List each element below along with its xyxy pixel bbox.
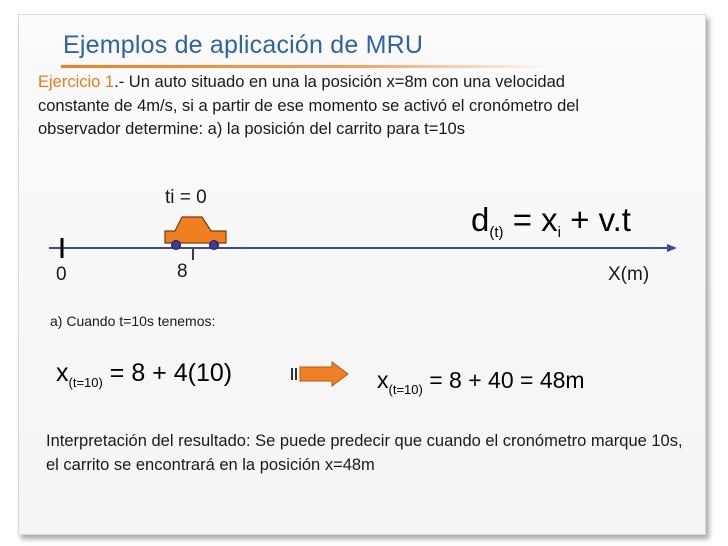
car-icon xyxy=(165,217,226,250)
slide xyxy=(18,14,706,535)
origin-label: 0 xyxy=(56,264,67,285)
exercise-text: .- Un auto situado en una la posición x=8m con una velocidad constante de 4m/s, si a partir de ese momento se activó el cronómetro del observador determine: a) la posición del carrito para t=10s xyxy=(38,73,580,138)
formula-x-sub: i xyxy=(557,224,561,241)
calc1-x: x xyxy=(56,359,69,387)
formula-d: d xyxy=(471,201,490,238)
calc-result xyxy=(377,367,585,397)
initial-time-label: ti = 0 xyxy=(165,187,207,208)
slide-title: Ejemplos de aplicación de MRU xyxy=(63,31,424,59)
exercise-label: Ejercicio 1 xyxy=(38,73,115,91)
axis-unit-label: X(m) xyxy=(608,264,650,285)
calc2-x: x xyxy=(377,367,389,393)
formula-d-sub: (t) xyxy=(489,224,504,241)
interpretation-text: Interpretación del resultado: Se puede predecir que cuando el cronómetro marque 10s, el carrito se encontrará en la posición x=48m xyxy=(46,432,683,474)
implies-arrow-icon xyxy=(291,362,348,386)
calc2-sub: (t=10) xyxy=(388,382,423,397)
x-axis-arrowhead xyxy=(667,244,677,252)
calc2-rest: = 8 + 40 = 48m xyxy=(422,367,585,393)
calc1-sub: (t=10) xyxy=(68,375,103,390)
formula-rest: + v.t xyxy=(560,201,631,238)
calc-substitution xyxy=(56,359,232,390)
case-label: a) Cuando t=10s tenemos: xyxy=(50,313,216,329)
position-8-label: 8 xyxy=(177,261,188,282)
calc1-rest: = 8 + 4(10) xyxy=(102,359,233,387)
formula-eq: = x xyxy=(503,201,558,238)
